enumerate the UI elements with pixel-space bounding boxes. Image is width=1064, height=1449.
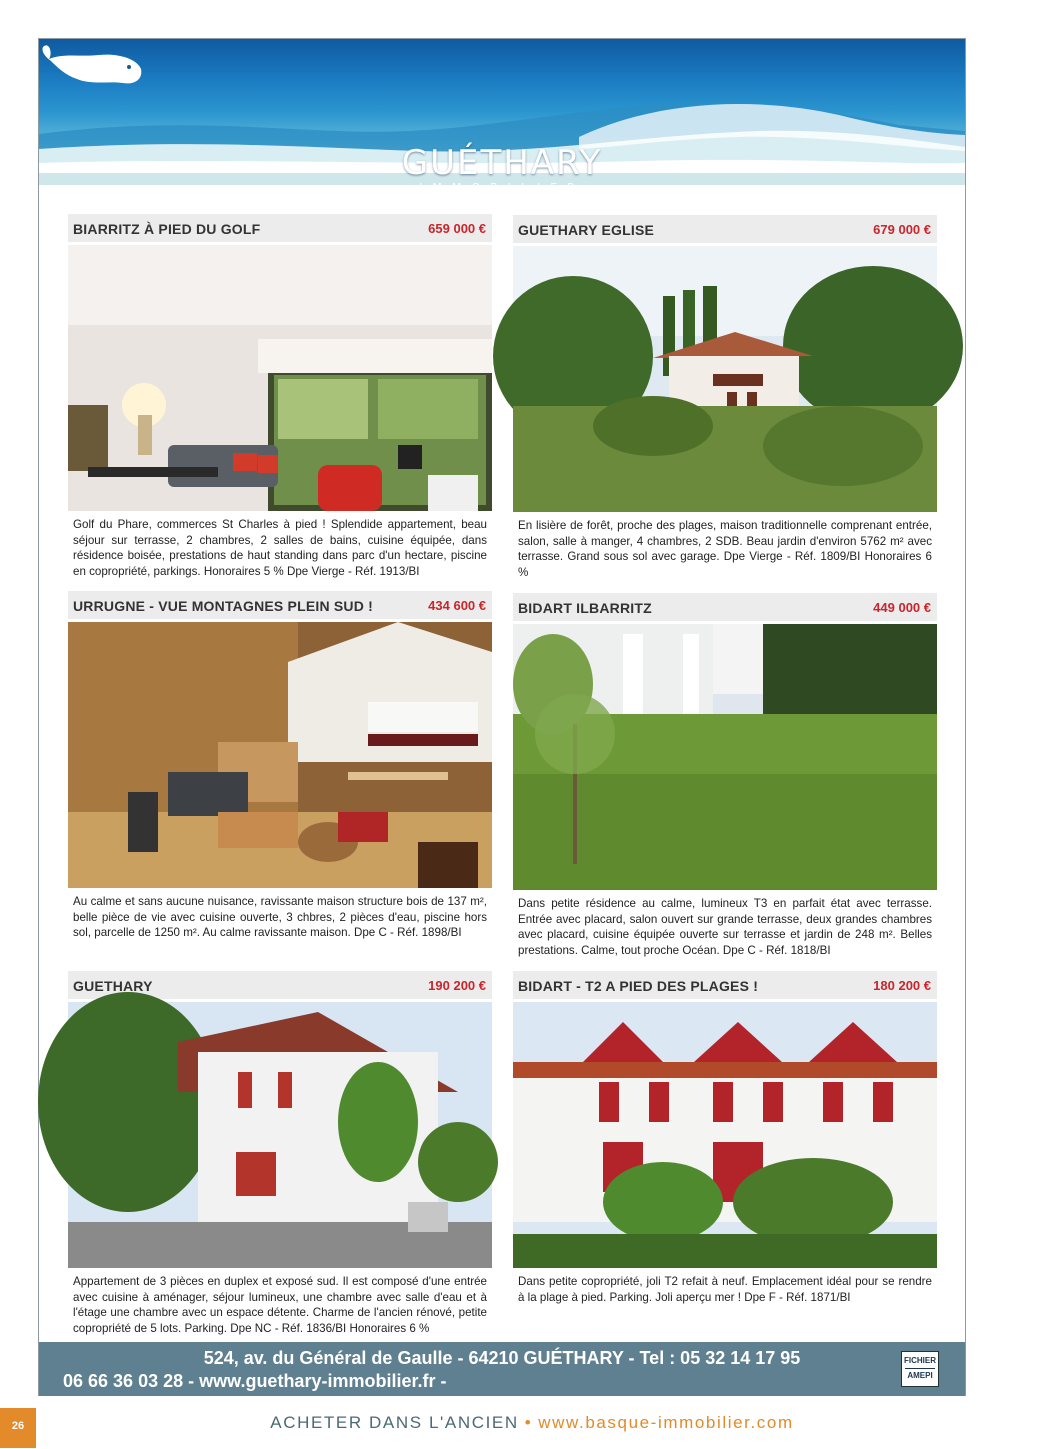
section-label: ACHETER DANS L'ANCIEN	[270, 1413, 519, 1432]
badge-bottom-label: AMEPI	[905, 1368, 935, 1381]
listing-photo-living-room[interactable]	[68, 245, 492, 511]
listing-price: 449 000 €	[873, 600, 931, 615]
header-banner	[39, 39, 965, 194]
agency-address: 524, av. du Général de Gaulle - 64210 GUÉTHARY - Tel : 05 32 14 17 95	[203, 1348, 801, 1368]
listing-header	[513, 215, 937, 243]
listing-description: Golf du Phare, commerces St Charles à pied ! Splendide appartement, beau séjour sur terrasse, 2 chambres, 2 salles de bains, cuisine équipée, dans résidence boisée, prestations de haut standing dans parc d'un hectare, piscine en copropriété, parkings. Honoraires 5 % Dpe Vierge - Réf. 1913/BI	[73, 518, 487, 578]
listing-title: BIDART ILBARRITZ	[518, 600, 652, 616]
listing-description: Dans petite résidence au calme, lumineux T3 en parfait état avec terrasse. Entrée avec placard, salon ouvert sur grande terrasse, deux grandes chambres avec placard, cuisine équipée ouverte sur terrasse et jardin de 248 m². Belles prestations. Calme, tout proche Océan. Dpe C - Réf. 1818/BI	[518, 897, 932, 957]
listing-price: 679 000 €	[873, 222, 931, 237]
brand-logo	[39, 143, 965, 194]
bullet-separator: •	[524, 1413, 533, 1432]
listing-photo-basque-house[interactable]	[513, 246, 937, 512]
listing-title: BIARRITZ À PIED DU GOLF	[73, 221, 261, 237]
listing-description: Dans petite copropriété, joli T2 refait à neuf. Emplacement idéal pour se rendre à la plage à pied. Parking. Joli aperçu mer ! Dpe F - Réf. 1871/BI	[518, 1275, 932, 1304]
listing-description: Au calme et sans aucune nuisance, ravissante maison structure bois de 137 m², belle pièce de vie avec cuisine ouverte, 3 chbres, 2 pièces d'eau, piscine hors sol, parcelle de 1250 m². Au calme ravissante maison. Dpe C - Réf. 1898/BI	[73, 895, 487, 939]
listing-description: En lisière de forêt, proche des plages, maison traditionnelle comprenant entrée, salon, salle à manger, 4 chambres, 2 SDB. Beau jardin d'environ 5762 m² avec terrasse. Grand sous sol avec garage. Dpe Vierge - Réf. 1809/BI Honoraires 6 %	[518, 519, 932, 579]
website-link[interactable]: www.basque-immobilier.com	[538, 1413, 794, 1432]
contact-footer	[39, 1342, 965, 1396]
listing-title: GUETHARY	[73, 978, 153, 994]
badge-top-label: FICHIER	[904, 1356, 936, 1365]
brand-name: GUÉTHARY	[401, 143, 603, 183]
listing-title: GUETHARY EGLISE	[518, 222, 655, 238]
brand-sub: IMMOBILIER	[419, 181, 585, 194]
listing-photo-white-house[interactable]	[68, 1002, 492, 1268]
listing-header	[513, 971, 937, 999]
listing-price: 180 200 €	[873, 978, 931, 993]
listing-title: BIDART - T2 A PIED DES PLAGES !	[518, 978, 759, 994]
listing-price: 434 600 €	[428, 598, 486, 613]
listing-price: 659 000 €	[428, 221, 486, 236]
listing-header	[68, 591, 492, 619]
page-footer	[0, 1413, 1064, 1433]
listing-title: URRUGNE - VUE MONTAGNES PLEIN SUD !	[73, 598, 373, 614]
listing-photo-garden[interactable]	[513, 624, 937, 890]
listing-header	[68, 214, 492, 242]
whale-logo-icon	[39, 39, 143, 89]
agency-contact[interactable]: 06 66 36 03 28 - www.guethary-immobilier.fr -	[63, 1371, 447, 1391]
listing-description: Appartement de 3 pièces en duplex et exposé sud. Il est composé d'une entrée avec cuisine à aménager, séjour lumineux, une chambre avec salle d'eau et à l'étage une chambre avec un espace détente. Charme de l'ancien rénové, petite copropriété de 5 lots. Parking. Dpe NC - Réf. 1836/BI Honoraires 6 %	[73, 1275, 487, 1335]
listing-price: 190 200 €	[428, 978, 486, 993]
page-number: 26	[0, 1408, 36, 1448]
fichier-amepi-badge	[901, 1351, 939, 1387]
listing-photo-red-gables[interactable]	[513, 1002, 937, 1268]
listing-photo-wooden-interior[interactable]	[68, 622, 492, 888]
listing-header	[513, 593, 937, 621]
